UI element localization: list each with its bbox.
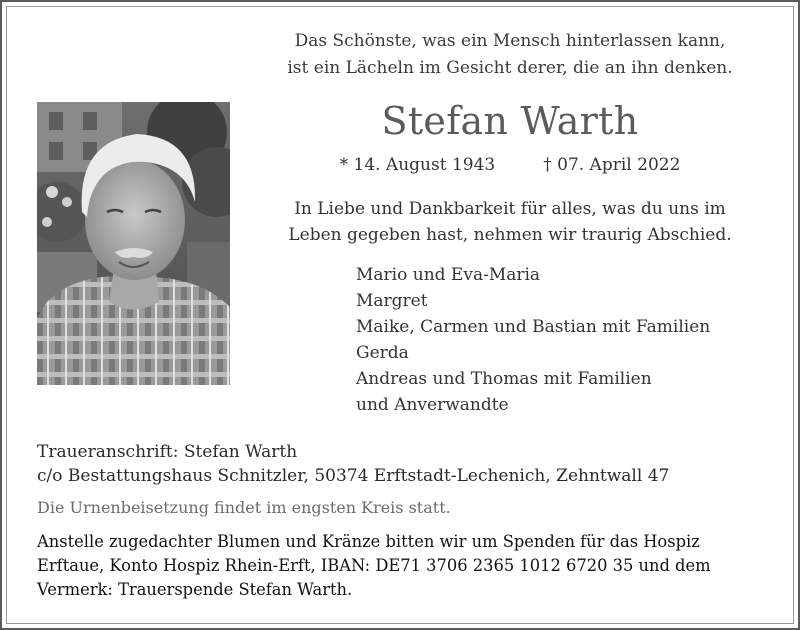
mourner-item: Margret — [356, 291, 428, 311]
donation-request — [37, 530, 767, 602]
memorial-quote — [230, 28, 790, 82]
mourner-item: Gerda — [356, 343, 409, 363]
death-date: † 07. April 2022 — [543, 155, 681, 175]
deceased-name: Stefan Warth — [381, 99, 639, 143]
urn-burial-note: Die Urnenbeisetzung findet im engsten Kreis statt. — [37, 498, 451, 517]
mourner-item: Mario und Eva-Maria — [356, 265, 541, 285]
birth-date: * 14. August 1943 — [339, 155, 496, 175]
thanks-line-1: In Liebe und Dankbarkeit für alles, was du uns im — [294, 199, 726, 219]
quote-line-1: Das Schönste, was ein Mensch hinterlassen kann, — [294, 31, 726, 51]
address-line-1: Traueranschrift: Stefan Warth — [37, 442, 298, 462]
thanks-text — [250, 196, 770, 248]
mourner-item: Maike, Carmen und Bastian mit Familien — [356, 317, 711, 337]
donation-line-3: Vermerk: Trauerspende Stefan Warth. — [37, 580, 353, 599]
donation-line-1: Anstelle zugedachter Blumen und Kränze bitten wir um Spenden für das Hospiz — [37, 532, 700, 551]
mourners-list — [356, 262, 776, 418]
mourning-address — [37, 440, 777, 488]
mourner-item: Andreas und Thomas mit Familien — [356, 369, 652, 389]
quote-line-2: ist ein Lächeln im Gesicht derer, die an ihn denken. — [287, 58, 733, 78]
mourner-item: und Anverwandte — [356, 395, 509, 415]
thanks-line-2: Leben gegeben hast, nehmen wir traurig Abschied. — [288, 225, 732, 245]
donation-line-2: Erftaue, Konto Hospiz Rhein-Erft, IBAN: DE71 3706 2365 1012 6720 35 und dem — [37, 556, 711, 575]
address-line-2: c/o Bestattungshaus Schnitzler, 50374 Erftstadt-Lechenich, Zehntwall 47 — [37, 466, 670, 486]
portrait-photo — [37, 102, 230, 385]
life-dates — [250, 152, 770, 178]
